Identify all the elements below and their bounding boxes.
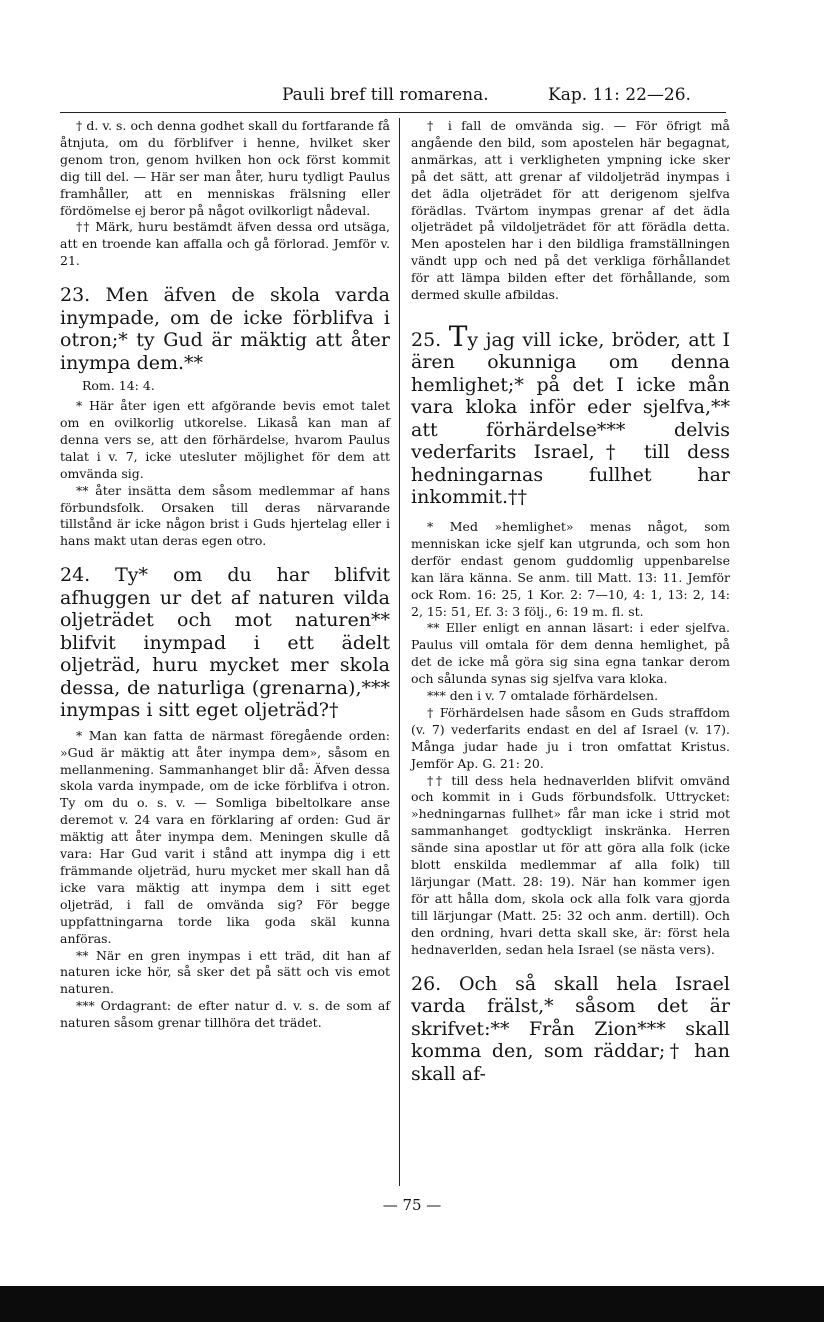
footnote: * Med »hemlighet» menas något, som menniskan icke sjelf kan utgrunda, och som hon derför endast genom guddomlig uppenbarelse kan lära känna. Se anm. till Matt. 13: 11. Jemför ock Rom. 16: 25, 1 Kor. 2: 7—10, 4: 1, 13: 2, 14: 2, 15: 51, Ef. 3: 3 följ., 6: 19 m. fl. st. bbox=[411, 518, 730, 619]
verse-initial: T bbox=[448, 319, 468, 353]
chapter-reference: Kap. 11: 22—26. bbox=[548, 85, 691, 105]
verse-24: 24. Ty* om du har blifvit afhuggen ur det af naturen vilda oljeträdet och mot naturen** blifvit inympad i ett ädelt oljeträd, huru mycket mer skola dessa, de naturliga (grenarna),*** inympas i sitt eget oljeträd?† bbox=[60, 564, 390, 722]
right-column bbox=[411, 118, 730, 1085]
running-header bbox=[0, 85, 824, 111]
footnote: † Förhärdelsen hade såsom en Guds straffdom (v. 7) vederfarits endast en del af Israel (v. 17). Många judar hade ju i tron omfattat Kristus. Jemför Ap. G. 21: 20. bbox=[411, 704, 730, 771]
left-column bbox=[60, 118, 390, 1032]
footnote: * Här åter igen ett afgörande bevis emot talet om en ovilkorlig utkorelse. Likaså kan man af denna vers se, att den förhärdelse, hvarom Paulus talat i v. 7, icke utesluter möjlighet för dem att omvända sig. bbox=[60, 398, 390, 481]
running-title: Pauli bref till romarena. bbox=[282, 85, 489, 105]
footnote: *** den i v. 7 omtalade förhärdelsen. bbox=[427, 688, 659, 704]
footnote: ** åter insätta dem såsom medlemmar af hans förbundsfolk. Orsaken till deras närvarande tillstånd är icke någon brist i Guds hjertelag eller i hans makt utan deras egen otro. bbox=[60, 482, 390, 549]
verse-26: 26. Och så skall hela Israel varda frälst,* såsom det är skrifvet:** Från Zion*** skall komma den, som räddar;† han skall af- bbox=[411, 972, 730, 1085]
header-rule bbox=[60, 112, 726, 113]
footnote: ** Eller enligt en annan läsart: i eder sjelfva. Paulus vill omtala för dem denna hemlighet, på det de icke må göra sig sina egna tankar derom och sålunda synas sig sjelfva vara kloka. bbox=[411, 620, 730, 687]
column-divider bbox=[399, 118, 400, 1186]
verse-25 bbox=[411, 319, 730, 509]
footnote: * Man kan fatta de närmast föregående orden: »Gud är mäktig att åter inympa dem», såsom en mellanmening. Sammanhanget blir då: Äfven dessa skola varda inympade, om de icke förblifva i otron. Ty om du o. s. v. — Somliga bibeltolkare anse deremot v. 24 vara en förklaring af orden: Gud är mäktig att åter inympa dem. Meningen skulle då vara: Har Gud varit i stånd att inympa dig i ett främmande oljeträd, huru mycket mer skall han då icke vara mäktig att inympa dem i sitt eget oljeträd, i fall de omvända sig? För begge uppfattningarna torde lika goda skäl kunna anföras. bbox=[60, 727, 390, 946]
footnote: ** När en gren inympas i ett träd, dit han af naturen icke hör, så sker det på sätt och vis emot naturen. bbox=[60, 947, 390, 997]
verse-text: y jag vill icke, bröder, att I ären okunniga om denna hemlighet;* på det I icke mån vara kloka inför eder sjelfva,** att förhärdelse*** delvis vederfarits Israel,† till dess hedningarnas fullhet har inkommit.†† bbox=[411, 328, 730, 509]
footnote: †† till dess hela hednaverlden blifvit omvänd och kommit in i Guds förbundsfolk. Uttrycket: »hedningarnas fullhet» får man icke i strid mot sammanhanget godtyckligt inskränka. Herren sände sina apostlar ut för att göra alla folk (icke blott enskilda medlemmar af alla folk) till lärjungar (Matt. 28: 19). När han kommer igen för att hålla dom, skola ock alla folk vara gjorda till lärjungar (Matt. 25: 32 och anm. dertill). Och den ordning, hvari detta skall ske, är: först hela hednaverlden, sedan hela Israel (se nästa vers). bbox=[411, 772, 730, 957]
footnote: † d. v. s. och denna godhet skall du fortfarande få åtnjuta, om du förblifver i henne, hvilket sker genom tron, genom hvilken hon ock först kommit dig till del. — Här ser man åter, huru tydligt Paulus framhåller, att en menniskas frälsning eller fördömelse ej beror på något ovilkorligt nådeval. bbox=[60, 118, 390, 218]
verse-number: 25. bbox=[411, 328, 442, 351]
footnote: †† Märk, huru bestämdt äfven dessa ord utsäga, att en troende kan affalla och gå förlorad. Jemför v. 21. bbox=[60, 219, 390, 269]
cross-reference: Rom. 14: 4. bbox=[82, 378, 155, 394]
scan-edge bbox=[0, 1286, 824, 1322]
page-number: — 75 — bbox=[382, 1196, 442, 1214]
footnote: *** Ordagrant: de efter natur d. v. s. de som af naturen såsom grenar tillhöra det trädet. bbox=[60, 998, 390, 1031]
verse-23: 23. Men äfven de skola varda inympade, om de icke förblifva i otron;* ty Gud är mäktig att åter inympa dem.** bbox=[60, 284, 390, 374]
footnote: † i fall de omvända sig. — För öfrigt må angående den bild, som apostelen här begagnat, anmärkas, att i verkligheten ympning icke sker på det sätt, att grenar af vildoljeträd inympas i det ädla oljeträdet för att derigenom sjelfva förädlas. Tvärtom inympas grenar af det ädla oljeträdet på vildoljeträdet för att förädla detta. Men apostelen har i den bildliga framställningen vändt upp och ned på det verkliga förhållandet för att lämpa bilden efter det förhållande, som dermed skulle afbildas. bbox=[411, 118, 730, 303]
